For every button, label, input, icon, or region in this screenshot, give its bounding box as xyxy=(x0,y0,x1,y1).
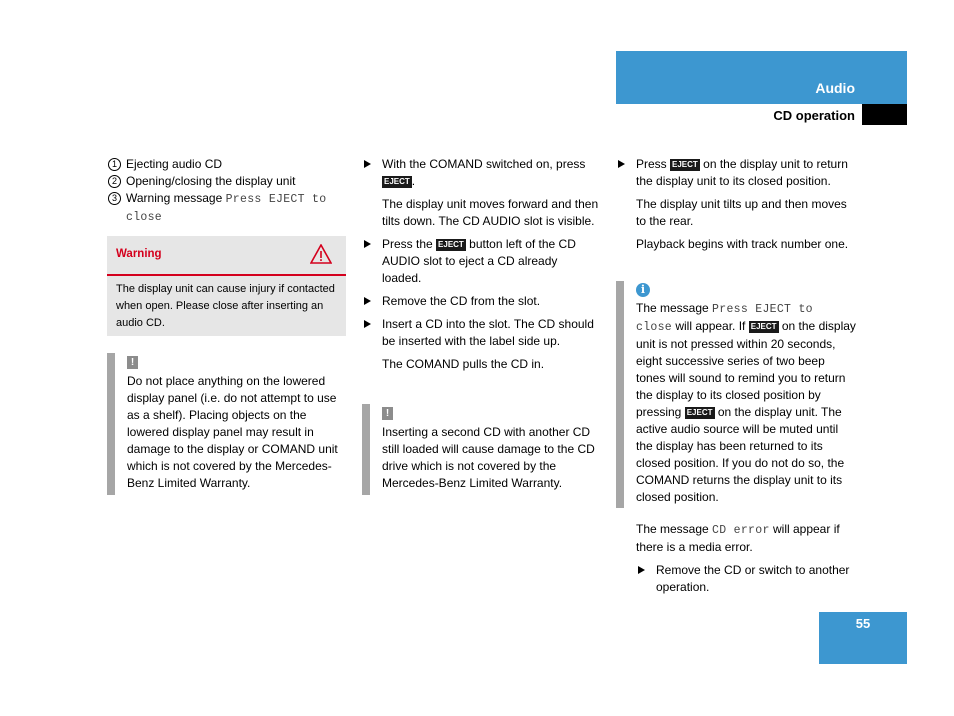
paragraph: The COMAND pulls the CD in. xyxy=(382,357,545,371)
warning-text: The display unit can cause injury if contacted when open. Please close after inserting an audio CD. xyxy=(116,283,335,329)
callout-number: 3 xyxy=(108,192,121,205)
caution-text: Do not place anything on the lowered display panel (i.e. do not attempt to use as a shelf). Placing objects on the lowered display panel may result in damage to the display or COMAND unit which is not covered by the Mercedes-Benz Limited Warranty. xyxy=(127,374,338,490)
caution-icon: ! xyxy=(127,356,138,369)
legend-item xyxy=(108,173,346,190)
eject-icon: EJECT xyxy=(750,321,777,331)
instruction-step: Press EJECT on the display unit to return the display unit to its closed position. xyxy=(616,156,856,190)
warning-box xyxy=(107,236,346,336)
bullet-arrow-icon xyxy=(364,240,371,248)
legend-item xyxy=(108,156,346,173)
warning-triangle-icon xyxy=(310,244,332,264)
paragraph: Playback begins with track number one. xyxy=(636,237,849,251)
info-note xyxy=(616,281,856,508)
eject-icon: EJECT xyxy=(672,159,698,169)
callout-number: 2 xyxy=(108,175,121,188)
caution-note xyxy=(362,404,600,495)
info-icon: i xyxy=(636,283,650,297)
bullet-arrow-icon xyxy=(618,160,625,168)
paragraph: The display unit moves forward and then tilts down. The CD AUDIO slot is visible. xyxy=(382,197,599,228)
legend-text: Ejecting audio CD xyxy=(126,157,223,171)
instruction-step: With the COMAND switched on, press EJECT . xyxy=(362,156,600,190)
warning-title: Warning xyxy=(116,248,162,260)
section-header xyxy=(616,51,907,104)
warning-header xyxy=(107,236,346,276)
callout-number: 1 xyxy=(108,158,121,171)
caution-icon: ! xyxy=(382,407,393,420)
eject-icon: EJECT xyxy=(384,176,410,186)
display-message: Press EJECT to close xyxy=(126,193,327,224)
display-message: Press EJECT to close xyxy=(636,303,813,334)
instruction-step: Press the EJECT button left of the CD AUDIO slot to eject a CD already loaded. xyxy=(362,236,600,287)
bullet-arrow-icon xyxy=(638,566,645,574)
instruction-step: Remove the CD from the slot. xyxy=(362,293,600,310)
paragraph: The display unit tilts up and then moves to the rear. xyxy=(636,197,847,228)
column-1 xyxy=(108,156,346,226)
eject-icon: EJECT xyxy=(686,407,713,417)
legend-text: Warning message Press EJECT to close xyxy=(126,191,327,224)
caution-text: Inserting a second CD with another CD still loaded will cause damage to the CD drive which is not covered by the Mercedes-Benz Limited Warranty. xyxy=(382,425,595,490)
column-2 xyxy=(362,156,600,379)
eject-icon: EJECT xyxy=(438,239,464,249)
bullet-arrow-icon xyxy=(364,160,371,168)
section-title: Audio xyxy=(815,80,855,96)
subsection-title: CD operation xyxy=(773,108,855,123)
legend-text: Opening/closing the display unit xyxy=(126,174,296,188)
subsection-header xyxy=(616,104,907,125)
bullet-arrow-icon xyxy=(364,297,371,305)
paragraph: The message CD error will appear if there is a media error. xyxy=(636,522,840,554)
column-3-lower xyxy=(616,521,856,602)
page-number: 55 xyxy=(855,616,871,631)
info-text: The message Press EJECT to close will appear. If EJECT on the display unit is not pressed within 20 seconds, eight successive series of two beep tones will sound to remind you to return the display to its closed position by pressing EJECT on the display unit. The active audio source will be muted until the display has been returned to its closed position. If you do not do so, the COMAND returns the display unit to its closed position. xyxy=(636,301,856,504)
caution-note xyxy=(107,353,345,495)
column-3 xyxy=(616,156,856,259)
display-message: CD error xyxy=(712,524,770,537)
instruction-step: Insert a CD into the slot. The CD should be inserted with the label side up. xyxy=(362,316,600,350)
subsection-marker xyxy=(862,104,907,125)
instruction-step: Remove the CD or switch to another operation. xyxy=(636,562,856,596)
legend-item xyxy=(108,190,346,226)
bullet-arrow-icon xyxy=(364,320,371,328)
page-number-box xyxy=(819,612,907,664)
